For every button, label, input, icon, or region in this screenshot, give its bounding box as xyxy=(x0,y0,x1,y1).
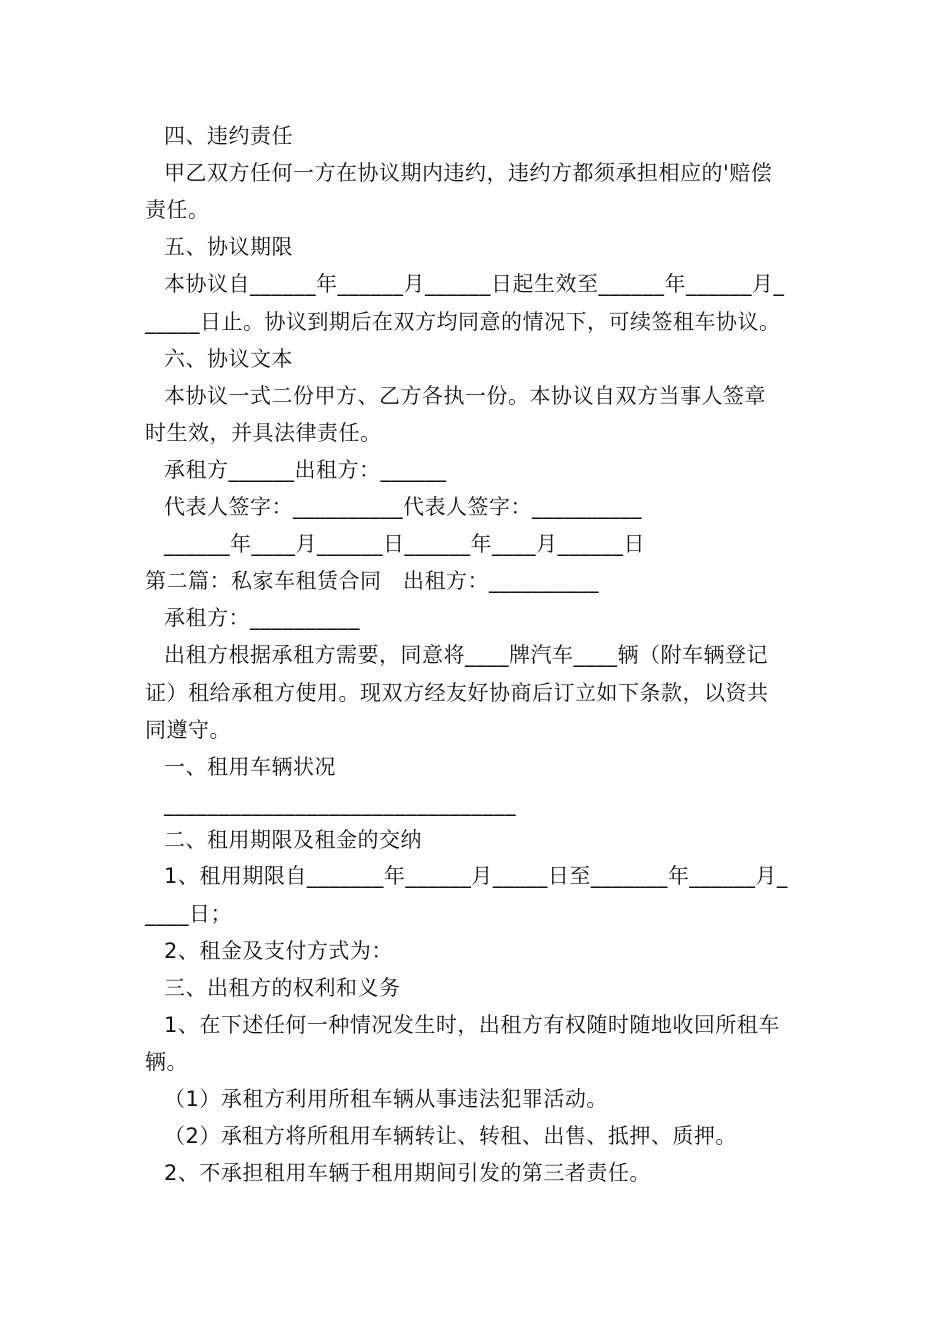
blank-line: ________________________________ xyxy=(164,792,516,816)
paragraph-line: 本协议一式二份甲方、乙方各执一份。本协议自双方当事人签章 xyxy=(164,384,766,408)
paragraph-line: 责任。 xyxy=(145,198,210,222)
paragraph-line: 本协议自______年______月______日起生效至______年______月_ xyxy=(164,272,785,296)
paragraph-line: 时生效，并具法律责任。 xyxy=(145,421,382,445)
section-heading-text: 六、协议文本 xyxy=(164,347,293,371)
section-heading-term: 五、协议期限 xyxy=(164,235,293,259)
paragraph-line: 出租方根据承租方需要，同意将____牌汽车____辆（附车辆登记 xyxy=(164,643,768,667)
date-line: ______年____月______日______年____月______日 xyxy=(164,532,645,556)
paragraph-line: ____日； xyxy=(145,902,232,926)
section-heading-vehicle: 一、租用车辆状况 xyxy=(164,755,336,779)
section-heading-rights: 三、出租方的权利和义务 xyxy=(164,976,401,1000)
paragraph-line: 证）租给承租方使用。现双方经友好协商后订立如下条款，以资共 xyxy=(145,681,769,705)
paragraph-line: 辆。 xyxy=(145,1050,188,1074)
paragraph-line: _____日止。协议到期后在双方均同意的情况下，可续签租车协议。 xyxy=(145,310,781,334)
paragraph-line: 2、租金及支付方式为： xyxy=(164,939,393,963)
paragraph-line: 1、租用期限自_______年______月_____日至_______年______月_ xyxy=(164,864,788,888)
list-item: （1）承租方利用所租车辆从事违法犯罪活动。 xyxy=(164,1087,608,1111)
signature-line: 承租方______出租方：______ xyxy=(164,458,447,482)
paragraph-line: 2、不承担租用车辆于租用期间引发的第三者责任。 xyxy=(164,1161,651,1185)
paragraph-line: 甲乙双方任何一方在协议期内违约，违约方都须承担相应的'赔偿 xyxy=(164,161,773,185)
paragraph-line: 1、在下述任何一种情况发生时，出租方有权随时随地收回所租车 xyxy=(164,1013,780,1037)
list-item: （2）承租方将所租用车辆转让、转租、出售、抵押、质押。 xyxy=(164,1124,737,1148)
chapter-heading: 第二篇：私家车租赁合同 出租方：__________ xyxy=(145,569,599,593)
paragraph-line: 承租方：__________ xyxy=(164,606,360,630)
signature-line: 代表人签字：__________代表人签字：__________ xyxy=(164,495,642,519)
section-heading-breach: 四、违约责任 xyxy=(164,124,293,148)
paragraph-line: 同遵守。 xyxy=(145,718,231,742)
section-heading-rent: 二、租用期限及租金的交纳 xyxy=(164,828,422,852)
